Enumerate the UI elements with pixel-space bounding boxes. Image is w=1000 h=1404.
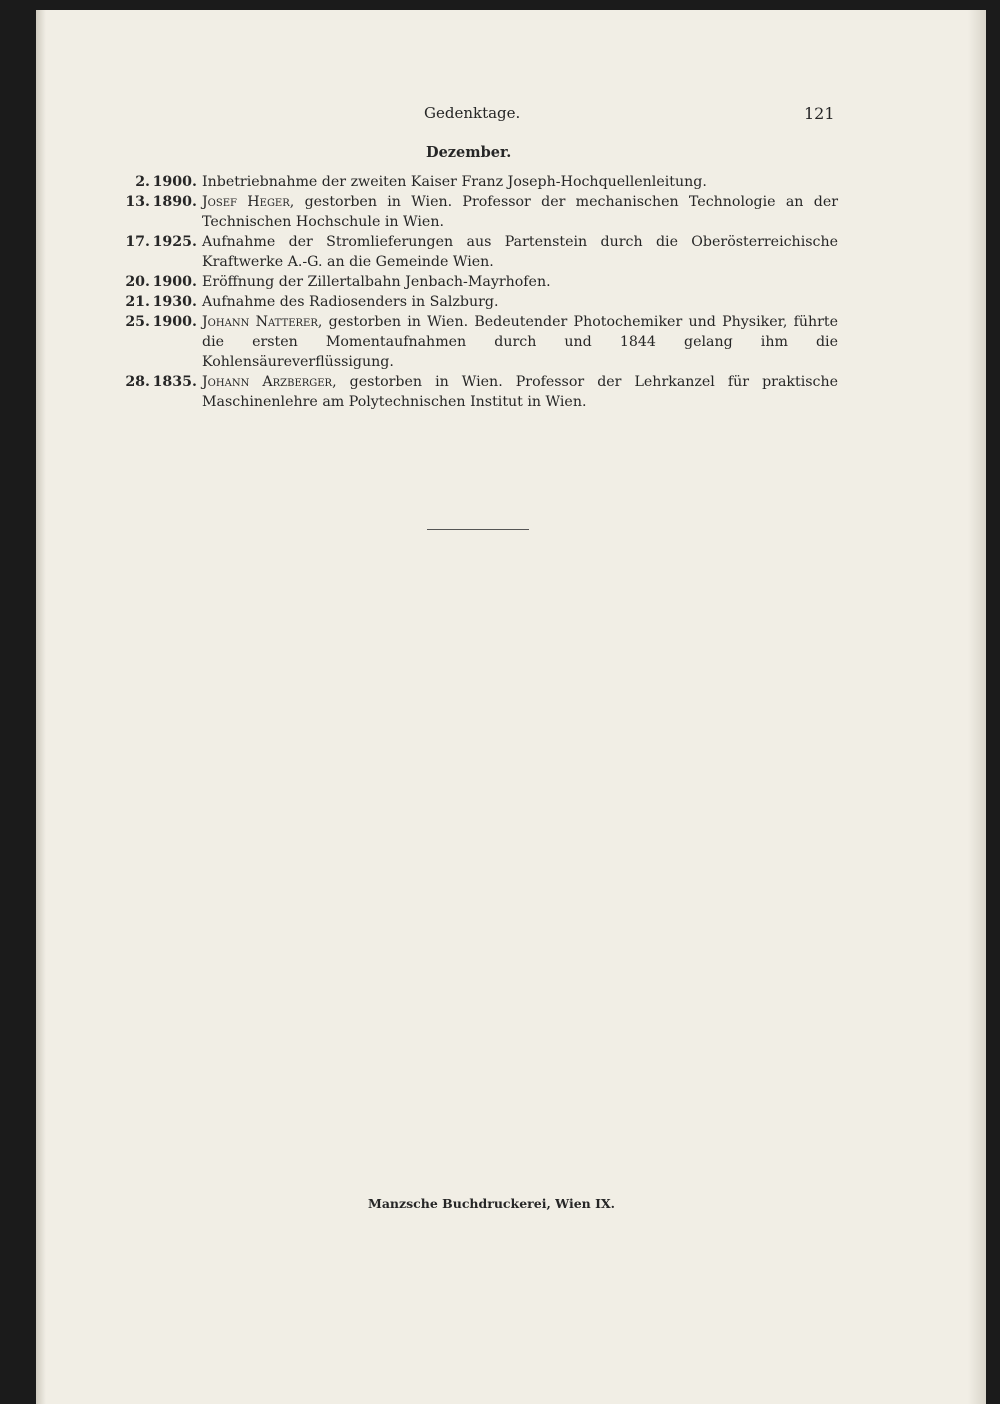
entry-year: 1900. bbox=[152, 314, 197, 330]
entry-day: 28. bbox=[125, 374, 150, 390]
list-item bbox=[108, 372, 838, 412]
list-item bbox=[108, 272, 838, 292]
entry-day: 20. bbox=[125, 274, 150, 290]
anniversary-list bbox=[108, 172, 838, 412]
running-head: Gedenktage. bbox=[424, 104, 521, 122]
binding-shadow bbox=[36, 10, 46, 1404]
month-heading: Dezember. bbox=[426, 144, 512, 161]
page-edge bbox=[968, 10, 986, 1404]
section-divider bbox=[427, 529, 529, 530]
entry-year: 1835. bbox=[152, 374, 197, 390]
entry-text bbox=[202, 272, 838, 292]
entry-day: 13. bbox=[125, 194, 150, 210]
entry-year: 1930. bbox=[152, 294, 197, 310]
person-name: Johann Natterer bbox=[202, 314, 318, 330]
list-item bbox=[108, 192, 838, 232]
document-page bbox=[36, 10, 986, 1404]
entry-description: , gestorben in Wien. Professor der Lehrkanzel für praktische Maschinenlehre am Polytechnischen Institut in Wien. bbox=[202, 374, 838, 410]
entry-year: 1890. bbox=[152, 194, 197, 210]
entry-day: 21. bbox=[125, 294, 150, 310]
entry-day: 2. bbox=[135, 174, 150, 190]
entry-text bbox=[202, 172, 838, 192]
entry-description: Aufnahme der Stromlieferungen aus Partenstein durch die Oberösterreichische Kraftwerke A.-G. an die Gemeinde Wien. bbox=[202, 234, 838, 270]
printer-imprint: Manzsche Buchdruckerei, Wien IX. bbox=[368, 1196, 616, 1211]
entry-day: 17. bbox=[125, 234, 150, 250]
page-header bbox=[36, 104, 986, 128]
entry-description: , gestorben in Wien. Bedeutender Photochemiker und Physiker, führte die ersten Momentaufnahmen durch und 1844 gelang ihm die Kohlensäureverflüssigung. bbox=[202, 314, 838, 370]
list-item bbox=[108, 312, 838, 372]
person-name: Johann Arzberger bbox=[202, 374, 333, 390]
entry-text bbox=[202, 312, 838, 372]
entry-description: Eröffnung der Zillertalbahn Jenbach-Mayrhofen. bbox=[202, 274, 551, 290]
entry-text bbox=[202, 372, 838, 412]
entry-text bbox=[202, 192, 838, 232]
entry-day: 25. bbox=[125, 314, 150, 330]
entry-text bbox=[202, 292, 838, 312]
list-item bbox=[108, 292, 838, 312]
entry-description: , gestorben in Wien. Professor der mechanischen Technologie an der Technischen Hochschule in Wien. bbox=[202, 194, 838, 230]
person-name: Josef Heger bbox=[202, 194, 290, 210]
entry-year: 1900. bbox=[152, 174, 197, 190]
list-item bbox=[108, 232, 838, 272]
entry-text bbox=[202, 232, 838, 272]
entry-year: 1900. bbox=[152, 274, 197, 290]
page-number: 121 bbox=[804, 104, 835, 123]
list-item bbox=[108, 172, 838, 192]
entry-year: 1925. bbox=[152, 234, 197, 250]
entry-description: Aufnahme des Radiosenders in Salzburg. bbox=[202, 294, 499, 310]
entry-description: Inbetriebnahme der zweiten Kaiser Franz Joseph-Hochquellenleitung. bbox=[202, 174, 707, 190]
